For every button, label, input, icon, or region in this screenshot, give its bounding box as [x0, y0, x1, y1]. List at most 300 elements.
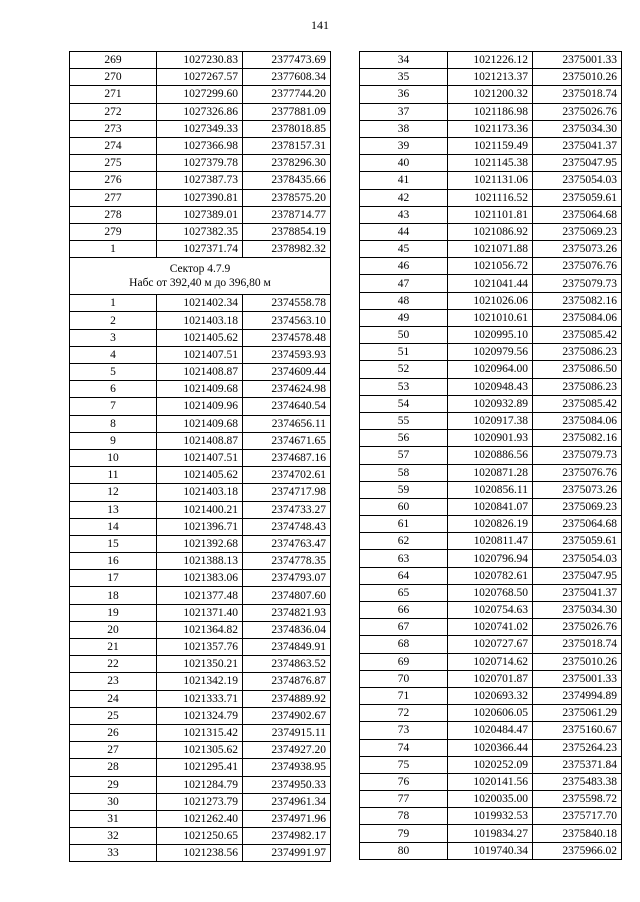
x-coordinate-cell: 1021315.42	[157, 724, 243, 741]
table-row	[360, 275, 622, 292]
point-number-cell: 22	[70, 656, 157, 673]
table-row	[70, 793, 331, 810]
table-row	[360, 69, 622, 86]
table-row	[70, 329, 331, 346]
point-number-cell: 4	[70, 346, 157, 363]
point-number-cell: 55	[360, 412, 448, 429]
point-number-cell: 49	[360, 309, 448, 326]
table-row	[70, 776, 331, 793]
y-coordinate-cell: 2374961.34	[243, 793, 331, 810]
x-coordinate-cell: 1027230.83	[157, 52, 243, 69]
y-coordinate-cell: 2374915.11	[243, 724, 331, 741]
point-number-cell: 44	[360, 223, 448, 240]
x-coordinate-cell: 1021131.06	[448, 172, 533, 189]
table-row	[70, 415, 331, 432]
point-number-cell: 17	[70, 570, 157, 587]
table-row	[70, 501, 331, 518]
table-row	[70, 312, 331, 329]
table-row	[70, 223, 331, 240]
table-row	[360, 103, 622, 120]
point-number-cell: 277	[70, 189, 157, 206]
point-number-cell: 29	[70, 776, 157, 793]
table-row	[360, 584, 622, 601]
table-row	[360, 430, 622, 447]
x-coordinate-cell: 1021407.51	[157, 449, 243, 466]
point-number-cell: 45	[360, 241, 448, 258]
x-coordinate-cell: 1021200.32	[448, 86, 533, 103]
point-number-cell: 33	[70, 845, 157, 862]
table-row	[70, 137, 331, 154]
table-row	[70, 189, 331, 206]
x-coordinate-cell: 1021305.62	[157, 742, 243, 759]
y-coordinate-cell: 2375082.16	[533, 430, 622, 447]
y-coordinate-cell: 2374793.07	[243, 570, 331, 587]
x-coordinate-cell: 1020917.38	[448, 412, 533, 429]
y-coordinate-cell: 2375001.33	[533, 670, 622, 687]
y-coordinate-cell: 2378714.77	[243, 206, 331, 223]
y-coordinate-cell: 2375717.70	[533, 808, 622, 825]
table-row	[70, 742, 331, 759]
y-coordinate-cell: 2374889.92	[243, 690, 331, 707]
point-number-cell: 270	[70, 69, 157, 86]
point-number-cell: 21	[70, 639, 157, 656]
table-row	[70, 295, 331, 312]
x-coordinate-cell: 1021071.88	[448, 241, 533, 258]
x-coordinate-cell: 1021350.21	[157, 656, 243, 673]
table-row	[70, 639, 331, 656]
x-coordinate-cell: 1020701.87	[448, 670, 533, 687]
x-coordinate-cell: 1020856.11	[448, 481, 533, 498]
y-coordinate-cell: 2375082.16	[533, 292, 622, 309]
y-coordinate-cell: 2375034.30	[533, 602, 622, 619]
y-coordinate-cell: 2375041.37	[533, 584, 622, 601]
x-coordinate-cell: 1021371.40	[157, 604, 243, 621]
page-number: 141	[311, 18, 329, 32]
table-row	[360, 756, 622, 773]
sector-title: Сектор 4.7.9	[169, 263, 231, 276]
y-coordinate-cell: 2375059.61	[533, 189, 622, 206]
y-coordinate-cell: 2374671.65	[243, 432, 331, 449]
y-coordinate-cell: 2375073.26	[533, 481, 622, 498]
x-coordinate-cell: 1021056.72	[448, 258, 533, 275]
table-row	[360, 791, 622, 808]
table-row	[70, 707, 331, 724]
table-row	[70, 172, 331, 189]
table-row	[70, 845, 331, 862]
x-coordinate-cell: 1020979.56	[448, 344, 533, 361]
x-coordinate-cell: 1027366.98	[157, 137, 243, 154]
y-coordinate-cell: 2374702.61	[243, 467, 331, 484]
point-number-cell: 47	[360, 275, 448, 292]
x-coordinate-cell: 1021409.68	[157, 381, 243, 398]
x-coordinate-cell: 1020964.00	[448, 361, 533, 378]
y-coordinate-cell: 2375054.03	[533, 550, 622, 567]
point-number-cell: 30	[70, 793, 157, 810]
y-coordinate-cell: 2375076.76	[533, 258, 622, 275]
table-row	[360, 223, 622, 240]
coordinates-table-right	[359, 51, 622, 860]
point-number-cell: 25	[70, 707, 157, 724]
x-coordinate-cell: 1027299.60	[157, 86, 243, 103]
point-number-cell: 31	[70, 810, 157, 827]
y-coordinate-cell: 2374578.48	[243, 329, 331, 346]
x-coordinate-cell: 1020871.28	[448, 464, 533, 481]
left-table-rows-after	[70, 295, 331, 862]
point-number-cell: 37	[360, 103, 448, 120]
table-row	[360, 842, 622, 859]
x-coordinate-cell: 1021402.34	[157, 295, 243, 312]
table-row	[70, 673, 331, 690]
y-coordinate-cell: 2375061.29	[533, 705, 622, 722]
table-row	[70, 449, 331, 466]
table-row	[70, 587, 331, 604]
point-number-cell: 272	[70, 103, 157, 120]
table-row	[360, 808, 622, 825]
left-table-rows-before	[70, 52, 331, 258]
table-row	[360, 516, 622, 533]
x-coordinate-cell: 1021226.12	[448, 52, 533, 69]
y-coordinate-cell: 2375086.23	[533, 378, 622, 395]
point-number-cell: 9	[70, 432, 157, 449]
x-coordinate-cell: 1021159.49	[448, 137, 533, 154]
point-number-cell: 65	[360, 584, 448, 601]
y-coordinate-cell: 2375086.23	[533, 344, 622, 361]
point-number-cell: 76	[360, 773, 448, 790]
x-coordinate-cell: 1020782.61	[448, 567, 533, 584]
x-coordinate-cell: 1021026.06	[448, 292, 533, 309]
point-number-cell: 274	[70, 137, 157, 154]
point-number-cell: 11	[70, 467, 157, 484]
point-number-cell: 41	[360, 172, 448, 189]
y-coordinate-cell: 2375085.42	[533, 395, 622, 412]
x-coordinate-cell: 1027349.33	[157, 120, 243, 137]
point-number-cell: 24	[70, 690, 157, 707]
table-row	[360, 533, 622, 550]
table-row	[360, 309, 622, 326]
table-row	[360, 172, 622, 189]
x-coordinate-cell: 1021408.87	[157, 364, 243, 381]
y-coordinate-cell: 2377881.09	[243, 103, 331, 120]
y-coordinate-cell: 2374821.93	[243, 604, 331, 621]
table-row	[360, 155, 622, 172]
table-row	[360, 52, 622, 69]
x-coordinate-cell: 1021295.41	[157, 759, 243, 776]
x-coordinate-cell: 1020995.10	[448, 327, 533, 344]
point-number-cell: 61	[360, 516, 448, 533]
x-coordinate-cell: 1020754.63	[448, 602, 533, 619]
y-coordinate-cell: 2374763.47	[243, 535, 331, 552]
y-coordinate-cell: 2375041.37	[533, 137, 622, 154]
point-number-cell: 1	[70, 295, 157, 312]
table-row	[360, 687, 622, 704]
point-number-cell: 39	[360, 137, 448, 154]
x-coordinate-cell: 1021405.62	[157, 467, 243, 484]
x-coordinate-cell: 1021041.44	[448, 275, 533, 292]
table-row	[360, 378, 622, 395]
y-coordinate-cell: 2377473.69	[243, 52, 331, 69]
y-coordinate-cell: 2374876.87	[243, 673, 331, 690]
point-number-cell: 6	[70, 381, 157, 398]
point-number-cell: 67	[360, 619, 448, 636]
x-coordinate-cell: 1020606.05	[448, 705, 533, 722]
point-number-cell: 59	[360, 481, 448, 498]
y-coordinate-cell: 2374849.91	[243, 639, 331, 656]
x-coordinate-cell: 1021250.65	[157, 828, 243, 845]
x-coordinate-cell: 1027382.35	[157, 223, 243, 240]
table-row	[360, 447, 622, 464]
y-coordinate-cell: 2374593.93	[243, 346, 331, 363]
table-row	[360, 327, 622, 344]
point-number-cell: 23	[70, 673, 157, 690]
y-coordinate-cell: 2375264.23	[533, 739, 622, 756]
x-coordinate-cell: 1021388.13	[157, 553, 243, 570]
table-row	[70, 810, 331, 827]
point-number-cell: 15	[70, 535, 157, 552]
x-coordinate-cell: 1021284.79	[157, 776, 243, 793]
table-row	[360, 670, 622, 687]
y-coordinate-cell: 2374994.89	[533, 687, 622, 704]
y-coordinate-cell: 2374717.98	[243, 484, 331, 501]
y-coordinate-cell: 2375069.23	[533, 223, 622, 240]
table-row	[360, 550, 622, 567]
point-number-cell: 26	[70, 724, 157, 741]
table-row	[70, 69, 331, 86]
x-coordinate-cell: 1020901.93	[448, 430, 533, 447]
point-number-cell: 42	[360, 189, 448, 206]
point-number-cell: 35	[360, 69, 448, 86]
y-coordinate-cell: 2375010.26	[533, 69, 622, 86]
table-row	[360, 137, 622, 154]
y-coordinate-cell: 2375084.06	[533, 412, 622, 429]
y-coordinate-cell: 2375018.74	[533, 636, 622, 653]
table-row	[360, 395, 622, 412]
y-coordinate-cell: 2374748.43	[243, 518, 331, 535]
x-coordinate-cell: 1020811.47	[448, 533, 533, 550]
table-row	[70, 518, 331, 535]
point-number-cell: 69	[360, 653, 448, 670]
table-row	[360, 189, 622, 206]
x-coordinate-cell: 1020932.89	[448, 395, 533, 412]
x-coordinate-cell: 1021213.37	[448, 69, 533, 86]
table-row	[360, 344, 622, 361]
table-row	[70, 398, 331, 415]
x-coordinate-cell: 1020948.43	[448, 378, 533, 395]
y-coordinate-cell: 2374563.10	[243, 312, 331, 329]
x-coordinate-cell: 1021364.82	[157, 621, 243, 638]
point-number-cell: 2	[70, 312, 157, 329]
x-coordinate-cell: 1027387.73	[157, 172, 243, 189]
point-number-cell: 46	[360, 258, 448, 275]
y-coordinate-cell: 2375059.61	[533, 533, 622, 550]
table-row	[360, 86, 622, 103]
point-number-cell: 18	[70, 587, 157, 604]
table-row	[70, 724, 331, 741]
point-number-cell: 75	[360, 756, 448, 773]
y-coordinate-cell: 2374778.35	[243, 553, 331, 570]
y-coordinate-cell: 2375084.06	[533, 309, 622, 326]
y-coordinate-cell: 2375047.95	[533, 155, 622, 172]
point-number-cell: 32	[70, 828, 157, 845]
y-coordinate-cell: 2378296.30	[243, 155, 331, 172]
table-row	[70, 621, 331, 638]
y-coordinate-cell: 2375483.38	[533, 773, 622, 790]
y-coordinate-cell: 2374624.98	[243, 381, 331, 398]
point-number-cell: 28	[70, 759, 157, 776]
x-coordinate-cell: 1021403.18	[157, 312, 243, 329]
y-coordinate-cell: 2374687.16	[243, 449, 331, 466]
point-number-cell: 27	[70, 742, 157, 759]
table-row	[360, 206, 622, 223]
x-coordinate-cell: 1021383.06	[157, 570, 243, 587]
point-number-cell: 79	[360, 825, 448, 842]
table-row	[70, 535, 331, 552]
point-number-cell: 64	[360, 567, 448, 584]
table-row	[70, 120, 331, 137]
point-number-cell: 80	[360, 842, 448, 859]
point-number-cell: 14	[70, 518, 157, 535]
y-coordinate-cell: 2375064.68	[533, 516, 622, 533]
x-coordinate-cell: 1021392.68	[157, 535, 243, 552]
table-row	[360, 292, 622, 309]
x-coordinate-cell: 1027267.57	[157, 69, 243, 86]
y-coordinate-cell: 2377744.20	[243, 86, 331, 103]
x-coordinate-cell: 1021405.62	[157, 329, 243, 346]
point-number-cell: 50	[360, 327, 448, 344]
point-number-cell: 66	[360, 602, 448, 619]
x-coordinate-cell: 1020035.00	[448, 791, 533, 808]
point-number-cell: 73	[360, 722, 448, 739]
y-coordinate-cell: 2375966.02	[533, 842, 622, 859]
x-coordinate-cell: 1020366.44	[448, 739, 533, 756]
sector-header-row	[70, 258, 331, 295]
x-coordinate-cell: 1021400.21	[157, 501, 243, 518]
table-row	[360, 705, 622, 722]
y-coordinate-cell: 2378157.31	[243, 137, 331, 154]
point-number-cell: 279	[70, 223, 157, 240]
x-coordinate-cell: 1020693.32	[448, 687, 533, 704]
y-coordinate-cell: 2374863.52	[243, 656, 331, 673]
point-number-cell: 36	[360, 86, 448, 103]
point-number-cell: 72	[360, 705, 448, 722]
sector-subtitle: Набс от 392,40 м до 396,80 м	[129, 277, 271, 290]
table-row	[70, 346, 331, 363]
point-number-cell: 62	[360, 533, 448, 550]
y-coordinate-cell: 2374971.96	[243, 810, 331, 827]
point-number-cell: 54	[360, 395, 448, 412]
point-number-cell: 57	[360, 447, 448, 464]
point-number-cell: 60	[360, 498, 448, 515]
x-coordinate-cell: 1020768.50	[448, 584, 533, 601]
table-row	[360, 825, 622, 842]
table-row	[70, 690, 331, 707]
y-coordinate-cell: 2374640.54	[243, 398, 331, 415]
y-coordinate-cell: 2378982.32	[243, 241, 331, 258]
y-coordinate-cell: 2375840.18	[533, 825, 622, 842]
table-row	[70, 206, 331, 223]
table-row	[70, 604, 331, 621]
y-coordinate-cell: 2377608.34	[243, 69, 331, 86]
table-row	[70, 656, 331, 673]
table-row	[360, 498, 622, 515]
point-number-cell: 63	[360, 550, 448, 567]
x-coordinate-cell: 1021357.76	[157, 639, 243, 656]
sector-header	[70, 258, 331, 295]
x-coordinate-cell: 1019932.53	[448, 808, 533, 825]
x-coordinate-cell: 1019740.34	[448, 842, 533, 859]
table-row	[360, 636, 622, 653]
point-number-cell: 58	[360, 464, 448, 481]
point-number-cell: 273	[70, 120, 157, 137]
x-coordinate-cell: 1027326.86	[157, 103, 243, 120]
table-row	[70, 467, 331, 484]
y-coordinate-cell: 2374807.60	[243, 587, 331, 604]
point-number-cell: 77	[360, 791, 448, 808]
coordinates-table-left	[69, 51, 331, 862]
x-coordinate-cell: 1020741.02	[448, 619, 533, 636]
x-coordinate-cell: 1021101.81	[448, 206, 533, 223]
x-coordinate-cell: 1020796.94	[448, 550, 533, 567]
table-row	[360, 258, 622, 275]
point-number-cell: 8	[70, 415, 157, 432]
x-coordinate-cell: 1021186.98	[448, 103, 533, 120]
y-coordinate-cell: 2375086.50	[533, 361, 622, 378]
y-coordinate-cell: 2374902.67	[243, 707, 331, 724]
point-number-cell: 5	[70, 364, 157, 381]
y-coordinate-cell: 2374609.44	[243, 364, 331, 381]
x-coordinate-cell: 1021408.87	[157, 432, 243, 449]
point-number-cell: 70	[360, 670, 448, 687]
point-number-cell: 12	[70, 484, 157, 501]
sector-header-cell	[70, 258, 331, 295]
table-row	[360, 602, 622, 619]
x-coordinate-cell: 1021409.96	[157, 398, 243, 415]
table-row	[360, 773, 622, 790]
table-row	[70, 155, 331, 172]
point-number-cell: 74	[360, 739, 448, 756]
table-row	[360, 412, 622, 429]
x-coordinate-cell: 1020886.56	[448, 447, 533, 464]
x-coordinate-cell: 1027371.74	[157, 241, 243, 258]
y-coordinate-cell: 2374558.78	[243, 295, 331, 312]
table-row	[360, 567, 622, 584]
y-coordinate-cell: 2374927.20	[243, 742, 331, 759]
point-number-cell: 269	[70, 52, 157, 69]
y-coordinate-cell: 2375026.76	[533, 619, 622, 636]
y-coordinate-cell: 2378018.85	[243, 120, 331, 137]
table-row	[70, 432, 331, 449]
x-coordinate-cell: 1027389.01	[157, 206, 243, 223]
x-coordinate-cell: 1021010.61	[448, 309, 533, 326]
table-row	[360, 481, 622, 498]
point-number-cell: 68	[360, 636, 448, 653]
point-number-cell: 48	[360, 292, 448, 309]
point-number-cell: 43	[360, 206, 448, 223]
x-coordinate-cell: 1021238.56	[157, 845, 243, 862]
table-row	[70, 570, 331, 587]
x-coordinate-cell: 1020484.47	[448, 722, 533, 739]
point-number-cell: 275	[70, 155, 157, 172]
point-number-cell: 278	[70, 206, 157, 223]
y-coordinate-cell: 2374991.97	[243, 845, 331, 862]
y-coordinate-cell: 2375085.42	[533, 327, 622, 344]
point-number-cell: 56	[360, 430, 448, 447]
y-coordinate-cell: 2375047.95	[533, 567, 622, 584]
y-coordinate-cell: 2375076.76	[533, 464, 622, 481]
point-number-cell: 52	[360, 361, 448, 378]
y-coordinate-cell: 2375018.74	[533, 86, 622, 103]
point-number-cell: 38	[360, 120, 448, 137]
table-row	[360, 739, 622, 756]
